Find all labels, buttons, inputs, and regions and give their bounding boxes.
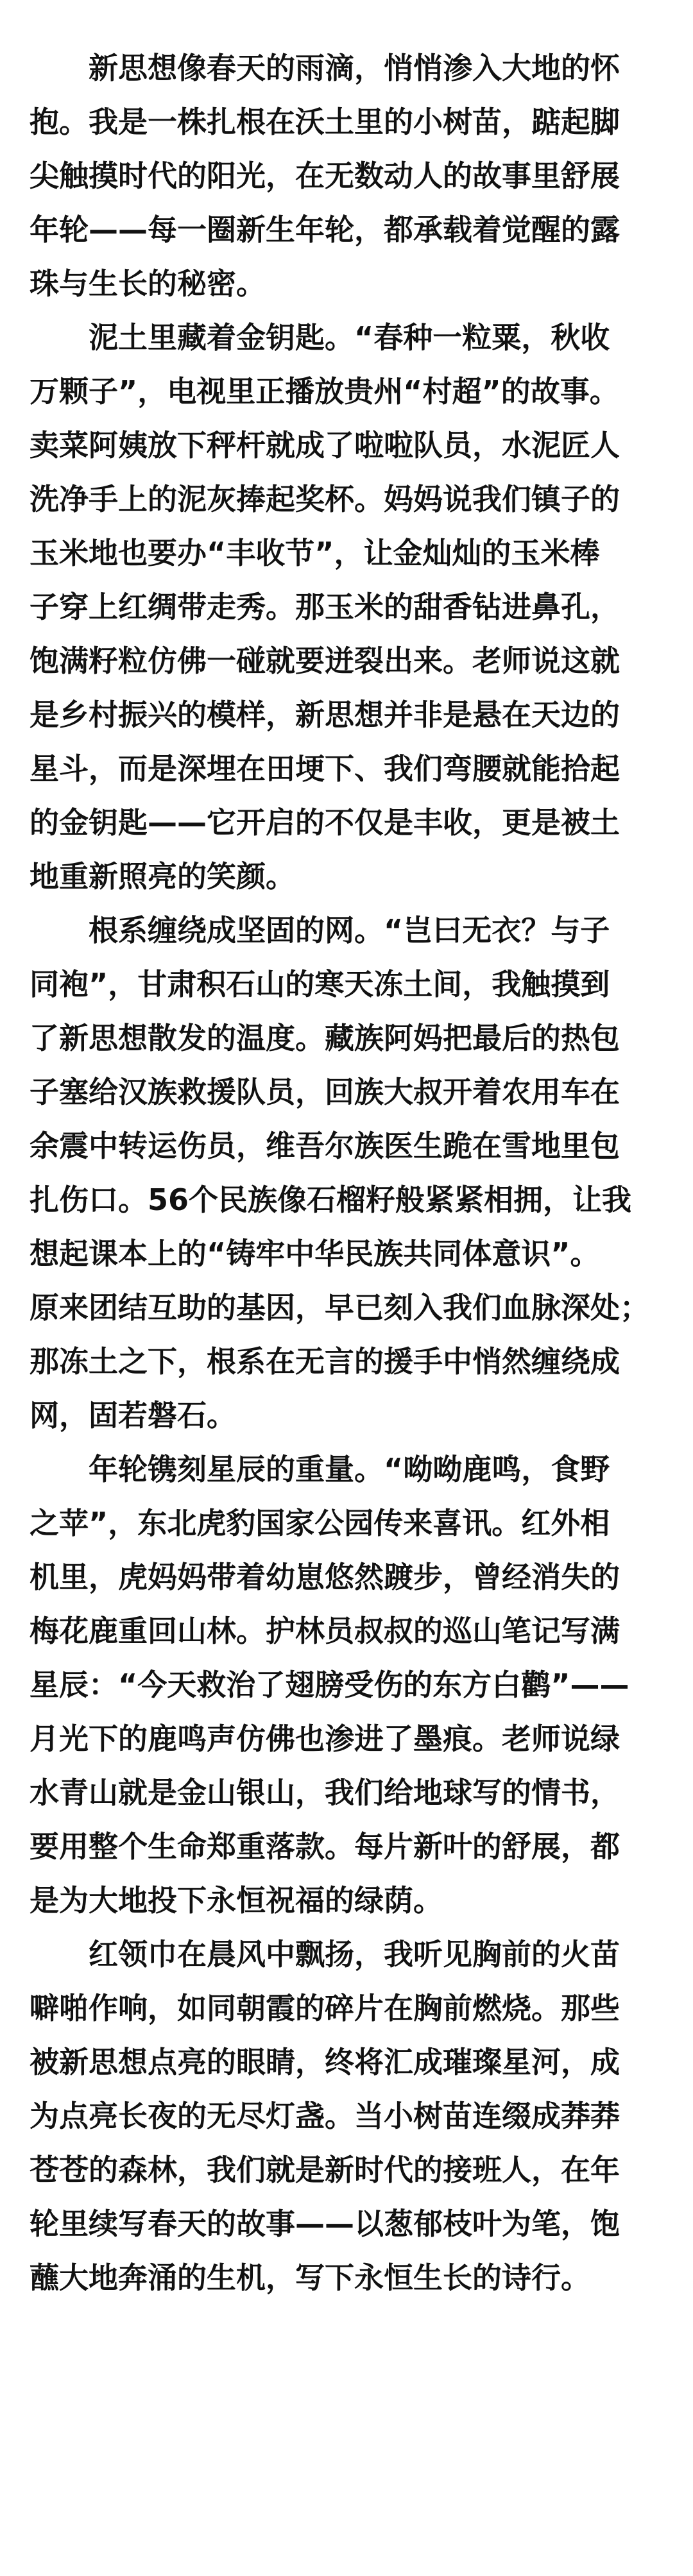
paragraph-line: 星辰：“今天救治了翅膀受伤的东方白鹳”——: [30, 1668, 629, 1702]
paragraph-line: 子塞给汉族救援队员，回族大叔开着农用车在: [30, 1075, 620, 1109]
paragraph-line: 地重新照亮的笑颜。: [30, 859, 295, 894]
paragraph-line: 年轮——每一圈新生年轮，都承载着觉醒的露: [30, 212, 620, 247]
paragraph-line: 泥土里藏着金钥匙。“春种一粒粟，秋收: [30, 320, 610, 355]
paragraph-line: 梅花鹿重回山林。护林员叔叔的巡山笔记写满: [30, 1614, 620, 1648]
paragraph-line: 尖触摸时代的阳光，在无数动人的故事里舒展: [30, 158, 620, 193]
paragraph-line: 扎伤口。56个民族像石榴籽般紧紧相拥，让我: [30, 1182, 632, 1217]
paragraph-line: 机里，虎妈妈带着幼崽悠然踱步，曾经消失的: [30, 1560, 620, 1594]
paragraph-4: [30, 1442, 663, 1927]
paragraph-line: 星斗，而是深埋在田埂下、我们弯腰就能拾起: [30, 751, 620, 786]
paragraph-line: 玉米地也要办“丰收节”，让金灿灿的玉米棒: [30, 536, 600, 570]
paragraph-line: 苍苍的森林，我们就是新时代的接班人，在年: [30, 2153, 620, 2187]
paragraph-line: 原来团结互助的基因，早已刻入我们血脉深处；: [30, 1290, 649, 1325]
paragraph-1: [30, 41, 663, 311]
paragraph-line: 饱满籽粒仿佛一碰就要迸裂出来。老师说这就: [30, 644, 620, 678]
paragraph-line: 是为大地投下永恒祝福的绿荫。: [30, 1883, 443, 1918]
paragraph-line: 了新思想散发的温度。藏族阿妈把最后的热包: [30, 1021, 620, 1055]
paragraph-line: 余震中转运伤员，维吾尔族医生跪在雪地里包: [30, 1129, 620, 1163]
paragraph-line: 噼啪作响，如同朝霞的碎片在胸前燃烧。那些: [30, 1991, 620, 2026]
paragraph-line: 洗净手上的泥灰捧起奖杯。妈妈说我们镇子的: [30, 482, 620, 516]
paragraph-line: 轮里续写春天的故事——以葱郁枝叶为笔，饱: [30, 2206, 620, 2241]
paragraph-line: 抱。我是一株扎根在沃土里的小树苗，踮起脚: [30, 105, 620, 139]
paragraph-line: 万颗子”，电视里正播放贵州“村超”的故事。: [30, 374, 619, 409]
paragraph-line: 蘸大地奔涌的生机，写下永恒生长的诗行。: [30, 2260, 590, 2295]
paragraph-line: 子穿上红绸带走秀。那玉米的甜香钻进鼻孔，: [30, 590, 620, 624]
paragraph-line: 被新思想点亮的眼睛，终将汇成璀璨星河，成: [30, 2045, 620, 2079]
paragraph-line: 要用整个生命郑重落款。每片新叶的舒展，都: [30, 1829, 620, 1864]
paragraph-line: 新思想像春天的雨滴，悄悄渗入大地的怀: [30, 51, 620, 85]
paragraph-line: 之苹”，东北虎豹国家公园传来喜讯。红外相: [30, 1506, 610, 1540]
paragraph-line: 网，固若磐石。: [30, 1398, 236, 1433]
paragraph-line: 珠与生长的秘密。: [30, 266, 266, 301]
paragraph-line: 是乡村振兴的模样，新思想并非是悬在天边的: [30, 697, 620, 732]
paragraph-line: 卖菜阿姨放下秤杆就成了啦啦队员，水泥匠人: [30, 428, 620, 463]
paragraph-5: [30, 1927, 663, 2305]
paragraph-3: [30, 903, 663, 1442]
paragraph-line: 水青山就是金山银山，我们给地球写的情书，: [30, 1775, 620, 1810]
paragraph-line: 的金钥匙——它开启的不仅是丰收，更是被土: [30, 805, 620, 840]
paragraph-line: 那冻土之下，根系在无言的援手中悄然缠绕成: [30, 1344, 620, 1379]
paragraph-line: 同袍”，甘肃积石山的寒天冻土间，我触摸到: [30, 967, 610, 1002]
paragraph-line: 月光下的鹿鸣声仿佛也渗进了墨痕。老师说绿: [30, 1721, 620, 1756]
paragraph-line: 为点亮长夜的无尽灯盏。当小树苗连缀成莽莽: [30, 2099, 620, 2133]
paragraph-line: 想起课本上的“铸牢中华民族共同体意识”。: [30, 1236, 600, 1271]
paragraph-2: [30, 311, 663, 903]
paragraph-line: 红领巾在晨风中飘扬，我听见胸前的火苗: [30, 1937, 620, 1972]
paragraph-line: 根系缠绕成坚固的网。“岂曰无衣？与子: [30, 913, 610, 948]
paragraph-line: 年轮镌刻星辰的重量。“呦呦鹿鸣，食野: [30, 1452, 610, 1487]
